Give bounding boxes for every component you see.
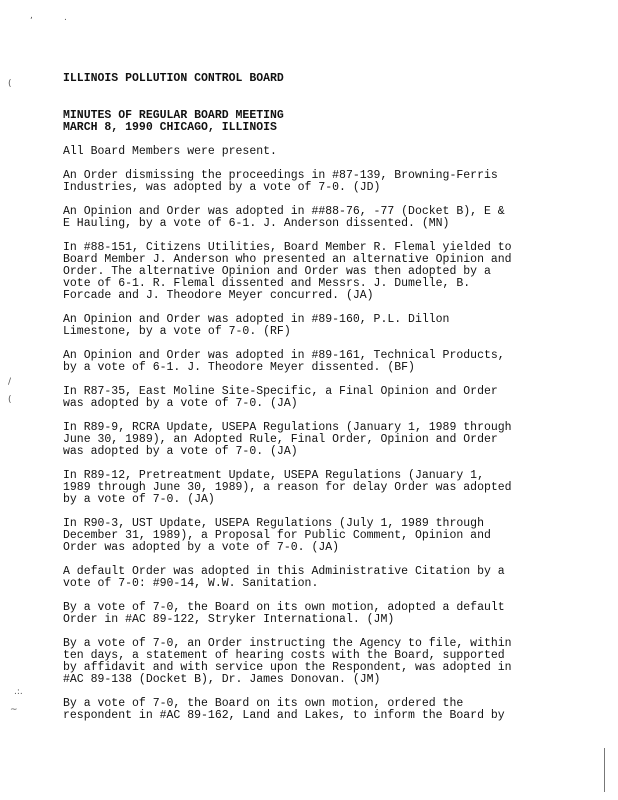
scan-speck: . bbox=[64, 13, 67, 23]
paragraph-line: In R89-12, Pretreatment Update, USEPA Regulations (January 1, bbox=[63, 469, 484, 482]
paragraph-line: Industries, was adopted by a vote of 7-0. (JD) bbox=[63, 181, 381, 194]
paragraph-line: #AC 89-138 (Docket B), Dr. James Donovan. (JM) bbox=[63, 673, 381, 686]
paragraph-line: Forcade and J. Theodore Meyer concurred. (JA) bbox=[63, 289, 374, 302]
paragraph-line: Limestone, by a vote of 7-0. (RF) bbox=[63, 325, 291, 338]
paragraph-line: An Order dismissing the proceedings in #87-139, Browning-Ferris bbox=[63, 169, 498, 182]
scan-speck: , bbox=[30, 11, 33, 21]
paragraph-ac-89-122 bbox=[63, 602, 563, 626]
paragraph-ac-89-138 bbox=[63, 638, 563, 686]
paragraph-89-160 bbox=[63, 314, 563, 338]
paragraph-88-76 bbox=[63, 206, 563, 230]
board-title: ILLINOIS POLLUTION CONTROL BOARD bbox=[63, 72, 284, 85]
paragraph-line: by affidavit and with service upon the Respondent, was adopted in bbox=[63, 661, 512, 674]
paragraph-line: Board Member J. Anderson who presented an alternative Opinion and bbox=[63, 253, 512, 266]
paragraph-line: by a vote of 6-1. J. Theodore Meyer dissented. (BF) bbox=[63, 361, 415, 374]
paragraph-line: By a vote of 7-0, an Order instructing the Agency to file, within bbox=[63, 637, 512, 650]
paragraph-line: June 30, 1989), an Adopted Rule, Final Order, Opinion and Order bbox=[63, 433, 498, 446]
paragraph-line: Order was adopted by a vote of 7-0. (JA) bbox=[63, 541, 340, 554]
paragraph-ac-89-162 bbox=[63, 698, 563, 722]
paragraph-line: vote of 7-0: #90-14, W.W. Sanitation. bbox=[63, 577, 319, 590]
scan-speck: .:. bbox=[14, 687, 23, 697]
paragraph-default-order bbox=[63, 566, 563, 590]
paragraph-line: A default Order was adopted in this Administrative Citation by a bbox=[63, 565, 505, 578]
scan-edge-line bbox=[604, 748, 605, 792]
board-title-block bbox=[63, 73, 563, 85]
paragraph-88-151 bbox=[63, 242, 563, 302]
paragraph-attendance bbox=[63, 146, 563, 158]
paragraph-line: respondent in #AC 89-162, Land and Lakes, to inform the Board by bbox=[63, 709, 505, 722]
paragraph-line: An Opinion and Order was adopted in #89-160, P.L. Dillon bbox=[63, 313, 450, 326]
paragraph-89-161 bbox=[63, 350, 563, 374]
paragraph-line: ten days, a statement of hearing costs with the Board, supported bbox=[63, 649, 505, 662]
scan-speck: ~ bbox=[10, 705, 18, 715]
paragraph-r89-9 bbox=[63, 422, 563, 458]
paragraph-line: was adopted by a vote of 7-0. (JA) bbox=[63, 445, 298, 458]
paragraph-r87-35 bbox=[63, 386, 563, 410]
paragraph-line: An Opinion and Order was adopted in ##88-76, -77 (Docket B), E & bbox=[63, 205, 505, 218]
paragraph-line: Order. The alternative Opinion and Order was then adopted by a bbox=[63, 265, 491, 278]
scan-speck: / bbox=[8, 377, 12, 387]
paragraph-line: by a vote of 7-0. (JA) bbox=[63, 493, 215, 506]
paragraph-line: E Hauling, by a vote of 6-1. J. Anderson dissented. (MN) bbox=[63, 217, 450, 230]
paragraph-87-139 bbox=[63, 170, 563, 194]
meeting-date-location: MARCH 8, 1990 CHICAGO, ILLINOIS bbox=[63, 121, 277, 134]
paragraph-r89-12 bbox=[63, 470, 563, 506]
meeting-title: MINUTES OF REGULAR BOARD MEETING bbox=[63, 109, 284, 122]
paragraph-r90-3 bbox=[63, 518, 563, 554]
paragraph-line: 1989 through June 30, 1989), a reason for delay Order was adopted bbox=[63, 481, 512, 494]
paragraph-line: In R89-9, RCRA Update, USEPA Regulations (January 1, 1989 through bbox=[63, 421, 512, 434]
paragraph-line: By a vote of 7-0, the Board on its own motion, adopted a default bbox=[63, 601, 505, 614]
scan-speck: ( bbox=[8, 395, 12, 405]
paragraph-line: December 31, 1989), a Proposal for Public Comment, Opinion and bbox=[63, 529, 491, 542]
paragraph-line: vote of 6-1. R. Flemal dissented and Messrs. J. Dumelle, B. bbox=[63, 277, 471, 290]
paragraph-line: was adopted by a vote of 7-0. (JA) bbox=[63, 397, 298, 410]
meeting-header-block bbox=[63, 110, 563, 134]
paragraph-line: In R87-35, East Moline Site-Specific, a Final Opinion and Order bbox=[63, 385, 498, 398]
scan-speck: ( bbox=[8, 79, 12, 89]
paragraph-line: In #88-151, Citizens Utilities, Board Member R. Flemal yielded to bbox=[63, 241, 512, 254]
paragraph-line: By a vote of 7-0, the Board on its own motion, ordered the bbox=[63, 697, 464, 710]
paragraph-line: An Opinion and Order was adopted in #89-161, Technical Products, bbox=[63, 349, 505, 362]
paragraph-line: In R90-3, UST Update, USEPA Regulations (July 1, 1989 through bbox=[63, 517, 484, 530]
paragraph-line: Order in #AC 89-122, Stryker International. (JM) bbox=[63, 613, 395, 626]
paragraph-line: All Board Members were present. bbox=[63, 145, 277, 158]
